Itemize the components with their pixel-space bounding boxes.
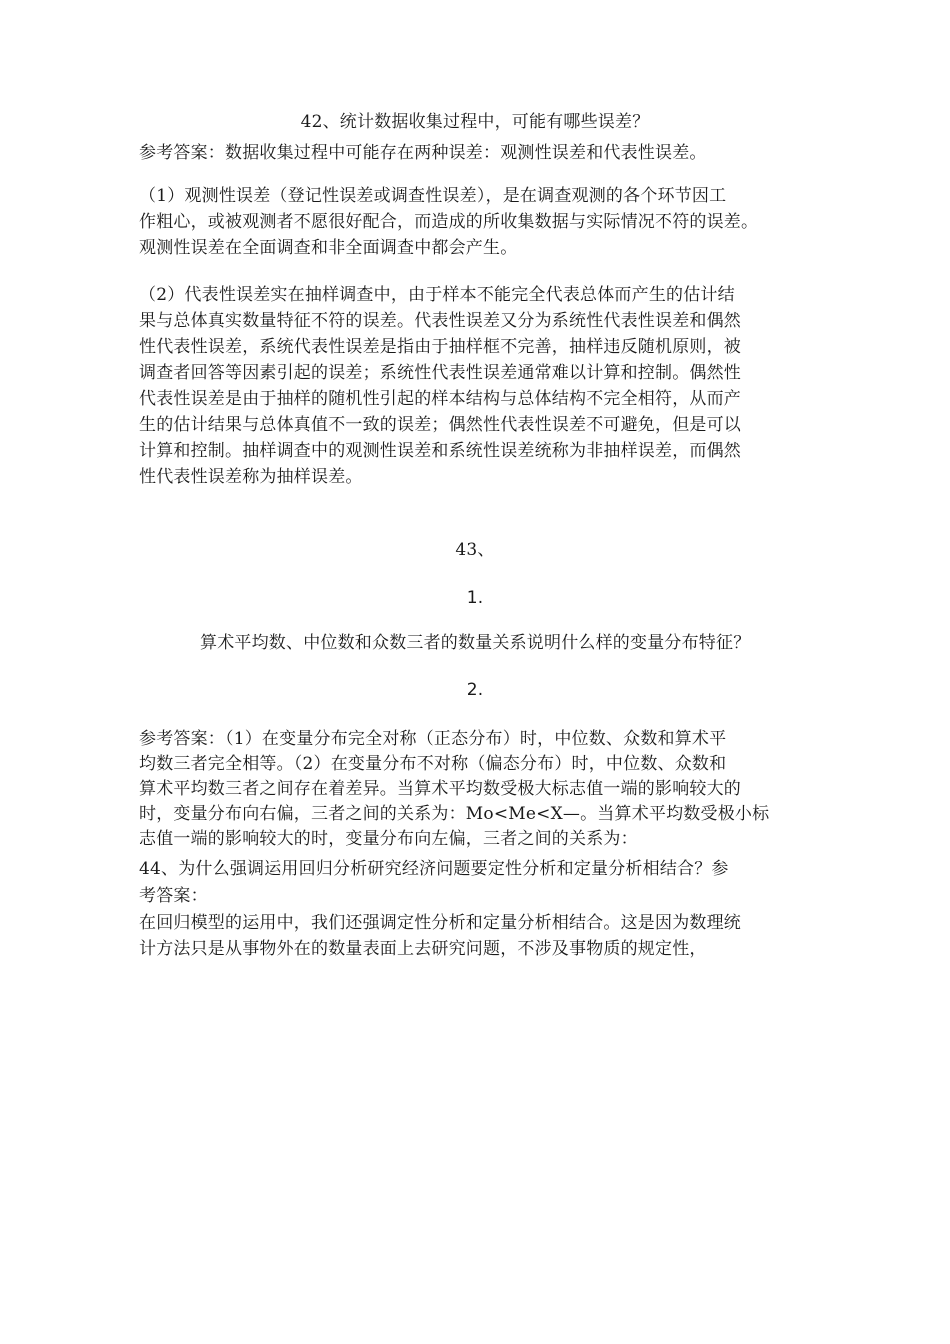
question-44-answer-line: 在回归模型的运用中，我们还强调定性分析和定量分析相结合。这是因为数理统 (139, 913, 741, 933)
paragraph-representative-error-line: 调查者回答等因素引起的误差；系统性代表性误差通常难以计算和控制。偶然性 (139, 363, 741, 383)
paragraph-observation-error-line: （1）观测性误差（登记性误差或调查性误差），是在调查观测的各个环节因工 (139, 186, 727, 206)
question-42-title: 42、统计数据收集过程中，可能有哪些误差？ (300, 112, 650, 132)
list-item-1-marker: 1. (466, 588, 484, 608)
question-43-number: 43、 (455, 540, 495, 560)
question-43-answer-line: 志值一端的影响较大的时，变量分布向左偏，三者之间的关系为： (139, 829, 638, 849)
question-44-answer-line: 计方法只是从事物外在的数量表面上去研究问题，不涉及事物质的规定性， (139, 939, 707, 959)
question-43-answer-line: 参考答案：（1）在变量分布完全对称（正态分布）时，中位数、众数和算术平 (139, 729, 727, 749)
paragraph-observation-error-line: 作粗心，或被观测者不愿很好配合，而造成的所收集数据与实际情况不符的误差。 (139, 212, 759, 232)
question-44-title: 考答案： (139, 886, 208, 906)
paragraph-representative-error-line: 计算和控制。抽样调查中的观测性误差和系统性误差统称为非抽样误差，而偶然 (139, 441, 741, 461)
question-43-answer-line: 算术平均数三者之间存在着差异。当算术平均数受极大标志值一端的影响较大的 (139, 779, 741, 799)
paragraph-representative-error-line: 代表性误差是由于抽样的随机性引起的样本结构与总体结构不完全相符，从而产 (139, 389, 741, 409)
paragraph-representative-error-line: （2）代表性误差实在抽样调查中，由于样本不能完全代表总体而产生的估计结 (139, 285, 735, 305)
question-42-answer: 参考答案：数据收集过程中可能存在两种误差：观测性误差和代表性误差。 (139, 143, 707, 163)
question-44-title: 44、为什么强调运用回归分析研究经济问题要定性分析和定量分析相结合？参 (139, 859, 729, 879)
paragraph-observation-error-line: 观测性误差在全面调查和非全面调查中都会产生。 (139, 238, 518, 258)
question-43-answer-line: 均数三者完全相等。（2）在变量分布不对称（偏态分布）时，中位数、众数和 (139, 754, 727, 774)
paragraph-representative-error-line: 性代表性误差称为抽样误差。 (139, 467, 363, 487)
paragraph-representative-error-line: 性代表性误差，系统代表性误差是指由于抽样框不完善，抽样违反随机原则，被 (139, 337, 741, 357)
question-43-title: 算术平均数、中位数和众数三者的数量关系说明什么样的变量分布特征？ (200, 633, 751, 653)
list-item-2-marker: 2. (466, 680, 484, 700)
question-43-answer-line: 时，变量分布向右偏，三者之间的关系为：Mo<Me<X—。当算术平均数受极小标 (139, 804, 770, 824)
paragraph-representative-error-line: 生的估计结果与总体真值不一致的误差；偶然性代表性误差不可避免，但是可以 (139, 415, 741, 435)
paragraph-representative-error-line: 果与总体真实数量特征不符的误差。代表性误差又分为系统性代表性误差和偶然 (139, 311, 741, 331)
